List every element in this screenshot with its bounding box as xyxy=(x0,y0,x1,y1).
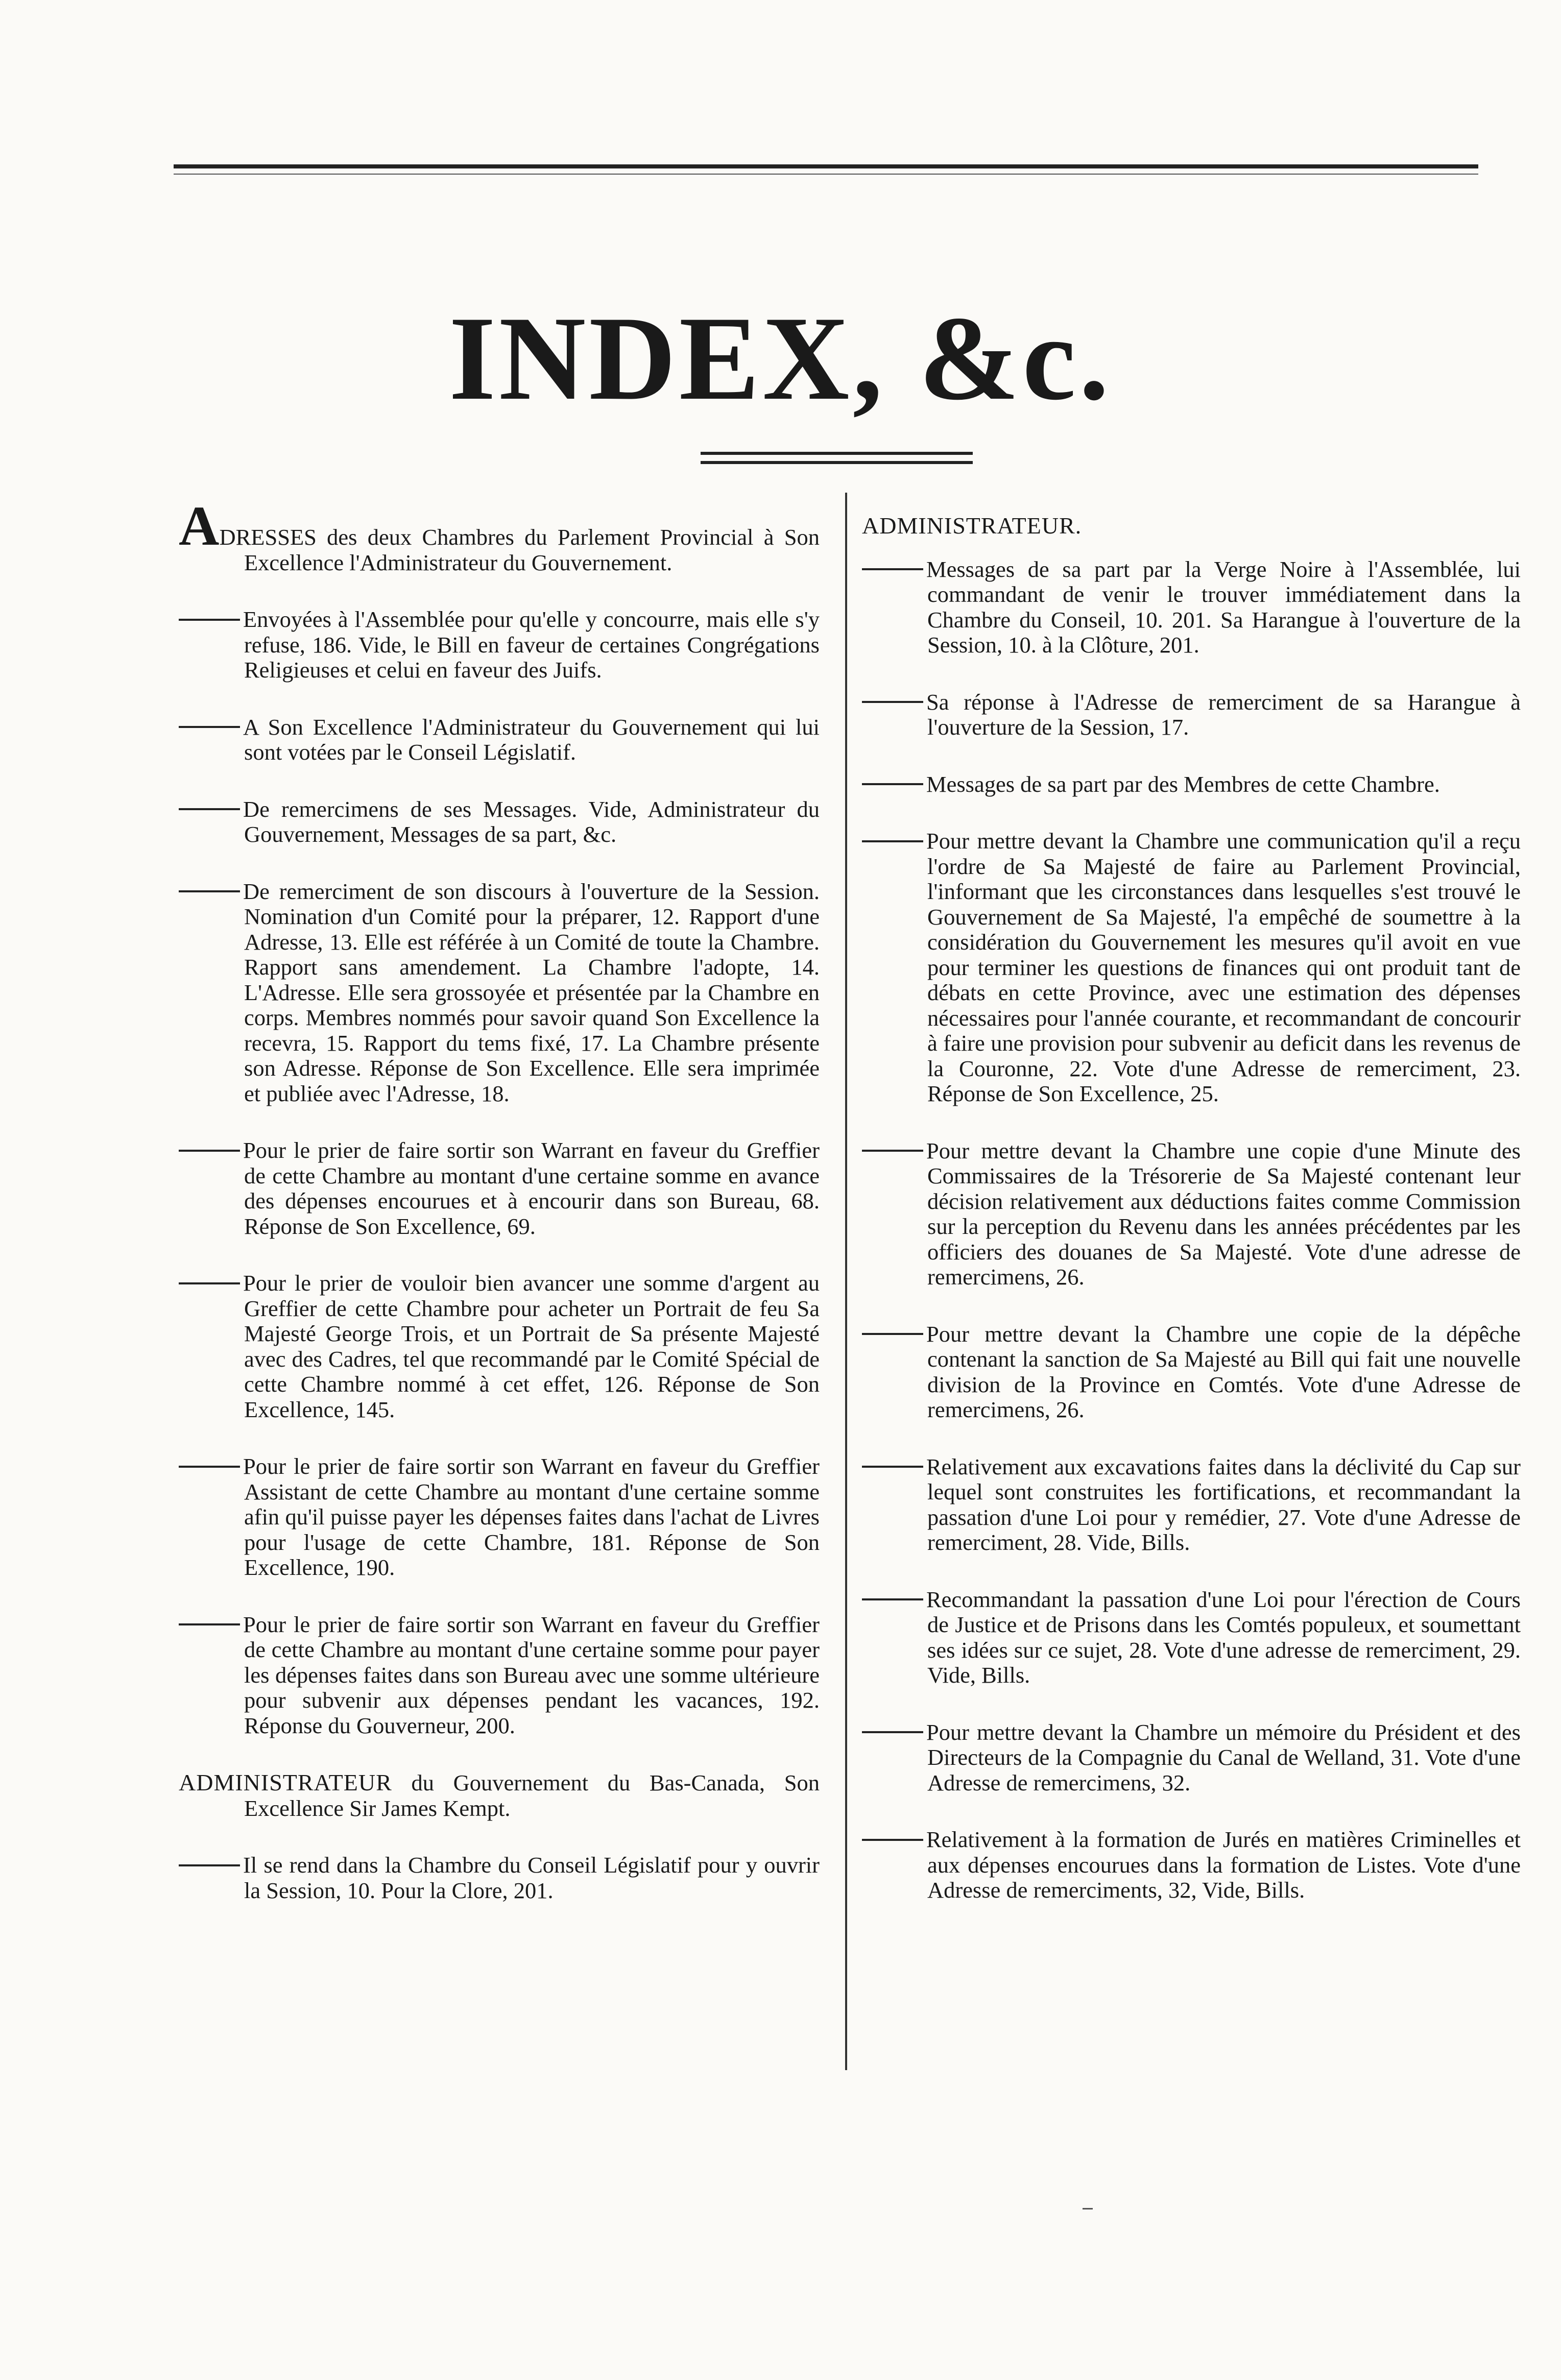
entry-text: Messages de sa part par des Membres de cette Chambre. xyxy=(926,771,1440,797)
entry-text: De remercimens de ses Messages. Vide, Administrateur du Gouvernement, Messages de sa part, &c. xyxy=(243,796,820,847)
index-entry xyxy=(179,879,820,1107)
dash-rule xyxy=(179,1466,240,1468)
entry-text: Recommandant la passation d'une Loi pour l'érection de Cours de Justice et de Prisons dans les Comtés populeux, et soumettant ses idées sur ce sujet, 28. Vote d'une adresse de remerciment, 29. Vide, Bills. xyxy=(926,1586,1521,1688)
page-mark xyxy=(1083,2208,1093,2214)
dash-rule xyxy=(179,1864,240,1866)
dash-rule xyxy=(179,1282,240,1284)
index-entry xyxy=(862,1720,1521,1796)
index-entry xyxy=(862,1322,1521,1423)
entry-text: Pour le prier de faire sortir son Warrant en faveur du Greffier Assistant de cette Chambre au montant d'une certaine somme afin qu'il puisse payer les dépenses faites dans l'achat de Livres pour l'usage de cette Chambre, 181. Réponse de Son Excellence, 190. xyxy=(243,1453,820,1580)
entry-text: Pour mettre devant la Chambre une copie d'une Minute des Commissaires de la Trésorerie de Sa Majesté contenant leur décision relativement aux déductions faites comme Commission sur la perception du Revenu dans les années précédentes par les officiers des douanes de Sa Majesté. Vote d'une adresse de remercimens, 26. xyxy=(926,1137,1521,1290)
dash-rule xyxy=(862,1466,923,1468)
dash-rule xyxy=(179,808,240,810)
index-entry xyxy=(179,797,820,847)
entry-text: Pour le prier de faire sortir son Warrant en faveur du Greffier de cette Chambre au montant d'une certaine somme en avance des dépenses encourues et à encourir dans son Bureau, 68. Réponse de Son Excellence, 69. xyxy=(243,1137,820,1239)
dash-rule xyxy=(862,1598,923,1600)
index-entry xyxy=(179,495,820,575)
entry-text: Relativement aux excavations faites dans la déclivité du Cap sur lequel sont construites les fortifications, et recommandant la passation d'une Loi pour y remédier, 27. Vote d'une Adresse de remerciment, 28. Vide, Bills. xyxy=(926,1453,1521,1555)
right-column-heading: ADMINISTRATEUR. xyxy=(862,513,1082,539)
index-entry xyxy=(179,1138,820,1239)
entry-text: Envoyées à l'Assemblée pour qu'elle y concourre, mais elle s'y refuse, 186. Vide, le Bill en faveur de certaines Congrégations Religieuses et celui en faveur des Juifs. xyxy=(243,606,820,683)
index-entry xyxy=(179,1271,820,1422)
index-entry xyxy=(179,607,820,683)
dash-rule xyxy=(862,840,923,842)
entry-text: Pour le prier de vouloir bien avancer une somme d'argent au Greffier de cette Chambre pour acheter un Portrait de feu Sa Majesté George Trois, et un Portrait de Sa présente Majesté avec des Cadres, tel que recommandé par le Comité Spécial de cette Chambre nommé à cet effet, 126. Réponse de Son Excellence, 145. xyxy=(243,1270,820,1422)
index-entry xyxy=(862,1587,1521,1688)
dash-rule xyxy=(179,619,240,621)
dash-rule xyxy=(862,1150,923,1152)
entry-text: Pour mettre devant la Chambre une communication qu'il a reçu l'ordre de Sa Majesté de faire au Parlement Provincial, l'informant que les circonstances dans lesquelles s'est trouvé le Gouvernement de Sa Majesté, l'a empêché de soumettre à la considération du Gouvernement les mesures qu'il avoit en vue pour terminer les questions de finances qui ont produit tant de débats en cette Province, avec une estimation des dépenses nécessaires pour l'année courante, et recommandant de concourir à faire une provision pour subvenir au deficit dans les revenus de la Couronne, 22. Vote d'une Adresse de remerciment, 23. Réponse de Son Excellence, 25. xyxy=(926,828,1521,1106)
index-entry xyxy=(862,1827,1521,1903)
dash-rule xyxy=(179,726,240,728)
index-entry xyxy=(179,715,820,765)
title-underline-2 xyxy=(701,461,973,464)
entry-text: Relativement à la formation de Jurés en matières Criminelles et aux dépenses encourues dans la formation de Listes. Vote d'une Adresse de remerciments, 32, Vide, Bills. xyxy=(926,1827,1521,1903)
dash-rule xyxy=(862,1839,923,1841)
top-rule-thin xyxy=(174,174,1478,175)
index-entry xyxy=(179,1454,820,1581)
page-title: INDEX, &c. xyxy=(449,292,1112,425)
dash-rule xyxy=(179,1150,240,1152)
dash-rule xyxy=(862,1731,923,1733)
drop-cap: A xyxy=(179,495,220,557)
index-entry xyxy=(862,772,1521,797)
top-rule xyxy=(174,164,1478,168)
entry-text: A Son Excellence l'Administrateur du Gouvernement qui lui sont votées par le Conseil Législatif. xyxy=(243,714,820,765)
entry-text: Pour le prier de faire sortir son Warrant en faveur du Greffier de cette Chambre au montant d'une certaine somme pour payer les dépenses faites dans son Bureau avec une somme ultérieure pour subvenir aux dépenses pendant les vacances, 192. Réponse du Gouverneur, 200. xyxy=(243,1611,820,1738)
dash-rule xyxy=(179,890,240,892)
column-divider xyxy=(845,493,847,2070)
left-column xyxy=(179,495,820,1935)
entry-heading: ADMINISTRATEUR xyxy=(179,1769,392,1795)
right-column xyxy=(862,513,1521,1935)
index-entry xyxy=(862,1454,1521,1556)
index-entry xyxy=(179,1612,820,1739)
index-entry xyxy=(862,690,1521,740)
entry-text: Sa réponse à l'Adresse de remerciment de sa Harangue à l'ouverture de la Session, 17. xyxy=(926,689,1521,740)
entry-text: De remerciment de son discours à l'ouverture de la Session. Nomination d'un Comité pour la préparer, 12. Rapport d'une Adresse, 13. Elle est référée à un Comité de toute la Chambre. Rapport sans amendement. La Chambre l'adopte, 14. L'Adresse. Elle sera grossoyée et présentée par la Chambre en corps. Membres nommés pour savoir quand Son Excellence la recevra, 15. Rapport du tems fixé, 17. La Chambre présente son Adresse. Réponse de Son Excellence. Elle sera imprimée et publiée avec l'Adresse, 18. xyxy=(243,878,820,1106)
dash-rule xyxy=(179,1623,240,1625)
entry-text: Pour mettre devant la Chambre un mémoire du Président et des Directeurs de la Compagnie du Canal de Welland, 31. Vote d'une Adresse de remercimens, 32. xyxy=(926,1719,1521,1795)
index-entry xyxy=(862,1138,1521,1290)
dash-rule xyxy=(862,568,923,570)
index-entry xyxy=(179,1853,820,1903)
entry-text: Messages de sa part par la Verge Noire à l'Assemblée, lui commandant de venir le trouver immédiatement dans la Chambre du Conseil, 10. 201. Sa Harangue à l'ouverture de la Session, 10. à la Clôture, 201. xyxy=(926,556,1521,658)
dash-rule xyxy=(862,1333,923,1335)
index-entry xyxy=(862,829,1521,1107)
entry-text: DRESSES des deux Chambres du Parlement Provincial à Son Excellence l'Administrateur du Gouvernement. xyxy=(219,524,820,575)
index-entry xyxy=(179,1770,820,1821)
dash-rule xyxy=(862,783,923,785)
entry-text: Pour mettre devant la Chambre une copie de la dépêche contenant la sanction de Sa Majesté au Bill qui fait une nouvelle division de la Province en Comtés. Vote d'une Adresse de remercimens, 26. xyxy=(926,1321,1521,1422)
entry-text: Il se rend dans la Chambre du Conseil Législatif pour y ouvrir la Session, 10. Pour la Clore, 201. xyxy=(243,1852,820,1903)
entry-text: du Gouvernement du Bas-Canada, Son Excellence Sir James Kempt. xyxy=(244,1770,820,1821)
title-underline xyxy=(701,452,973,455)
dash-rule xyxy=(862,701,923,703)
index-entry xyxy=(862,557,1521,658)
